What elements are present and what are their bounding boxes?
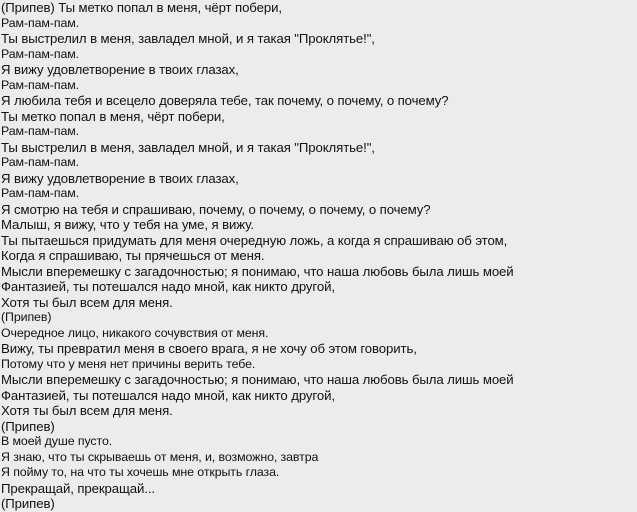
lyric-line: Фантазией, ты потешался надо мной, как никто другой, <box>1 387 335 403</box>
lyric-line: Рам-пам-пам. <box>1 46 79 61</box>
lyric-line: Ты метко попал в меня, чёрт побери, <box>1 108 225 124</box>
lyric-line: Рам-пам-пам. <box>1 186 79 200</box>
lyric-line: Фантазией, ты потешался надо мной, как никто другой, <box>1 279 335 294</box>
lyric-line: (Припев) <box>1 418 55 434</box>
lyric-line: Ты выстрелил в меня, завладел мной, и я такая "Проклятье!", <box>1 139 375 155</box>
lyric-line: Мысли вперемешку с загадочностью; я понимаю, что наша любовь была лишь моей <box>1 372 514 387</box>
lyric-line: Очередное лицо, никакого сочувствия от меня. <box>1 325 269 340</box>
lyric-line: Потому что у меня нет причины верить тебе. <box>1 356 256 371</box>
lyric-line: Рам-пам-пам. <box>1 124 79 138</box>
lyric-line: Я пойму то, на что ты хочешь мне открыть глаза. <box>1 465 280 479</box>
lyric-line: Рам-пам-пам. <box>1 15 79 30</box>
lyric-line: Я смотрю на тебя и спрашиваю, почему, о почему, о почему, о почему? <box>1 201 431 217</box>
lyric-line: Хотя ты был всем для меня. <box>1 403 173 418</box>
lyric-line: Ты выстрелил в меня, завладел мной, и я такая "Проклятье!", <box>1 31 375 46</box>
lyric-line: Я вижу удовлетворение в твоих глазах, <box>1 62 239 77</box>
lyric-line: Вижу, ты превратил меня в своего врага, я не хочу об этом говорить, <box>1 341 417 356</box>
lyric-line: Малыш, я вижу, что у тебя на уме, я вижу. <box>1 217 254 232</box>
lyric-line: (Припев) <box>1 496 55 511</box>
lyric-line: Я вижу удовлетворение в твоих глазах, <box>1 170 239 186</box>
lyric-line: Ты пытаешься придумать для меня очередную ложь, а когда я спрашиваю об этом, <box>1 232 508 248</box>
lyric-line: Я знаю, что ты скрываешь от меня, и, возможно, завтра <box>1 449 319 464</box>
lyric-line: В моей душе пусто. <box>1 434 113 448</box>
lyric-line: (Припев) <box>1 310 52 324</box>
lyric-line: Я любила тебя и всецело доверяла тебе, так почему, о почему, о почему? <box>1 93 449 108</box>
lyric-line: Рам-пам-пам. <box>1 77 79 92</box>
lyric-line: Прекращай, прекращай... <box>1 480 155 496</box>
lyric-line: Мысли вперемешку с загадочностью; я понимаю, что наша любовь была лишь моей <box>1 263 514 279</box>
lyric-line: Когда я спрашиваю, ты прячешься от меня. <box>1 248 265 263</box>
lyric-line: Рам-пам-пам. <box>1 155 79 169</box>
lyric-line: Хотя ты был всем для меня. <box>1 294 173 310</box>
lyric-line: (Припев) Ты метко попал в меня, чёрт побери, <box>1 0 282 15</box>
